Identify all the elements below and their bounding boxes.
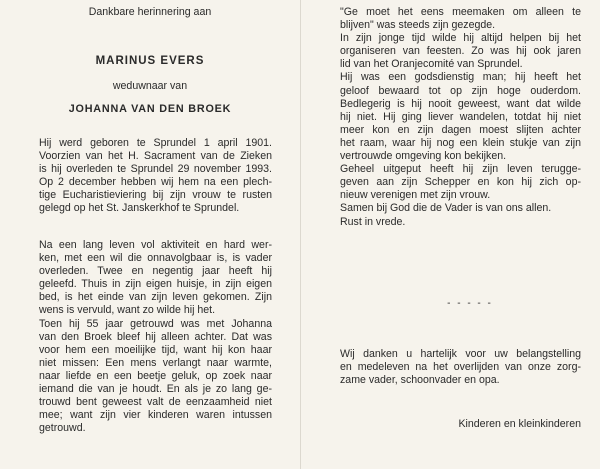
text-line: Op 2 december hebben wij hem na een plech- bbox=[39, 176, 272, 189]
text-line: geleefd. Thuis in zijn eigen huisje, in zijn eigen bbox=[39, 278, 272, 291]
text-line: iemand die van je houdt. En als je zo lang ge- bbox=[39, 383, 272, 396]
closing-signature: Kinderen en kleinkinderen bbox=[458, 418, 581, 430]
text-line: Na een lang leven vol aktiviteit en hard wer- bbox=[39, 239, 272, 251]
text-line: Toen hij 55 jaar getrouwd was met Johanna bbox=[39, 317, 272, 330]
separator: - - - - - bbox=[447, 298, 493, 309]
intro-text: Dankbare herinnering aan bbox=[88, 6, 212, 18]
text-line: gelegd op het St. Janskerkhof te Sprundel. bbox=[39, 202, 240, 215]
text-line: hij niet. Hij ging liever wandelen, totdat hij niet bbox=[340, 110, 581, 123]
text-line: bed, is het einde van zijn leven gekomen. Zijn bbox=[39, 291, 272, 304]
text-line: In zijn jonge tijd wilde hij altijd helpen bij het bbox=[340, 32, 581, 45]
text-line: wens is vervuld, want zo wilde hij het. bbox=[39, 304, 216, 317]
text-line: mee; want zijn vier kinderen waren intussen bbox=[39, 409, 272, 422]
text-line: naar liefde en een beetje geluk, op zoek naar bbox=[39, 369, 272, 382]
text-line: en medeleven na het overlijden van onze zorg- bbox=[340, 361, 581, 374]
text-line: Geheel uitgeput heeft hij zijn leven terugge- bbox=[340, 163, 581, 176]
text-line: het raam, waar hij nog een klein stukje van zijn bbox=[340, 136, 581, 149]
widower-label: weduwnaar van bbox=[112, 80, 188, 92]
life-paragraph bbox=[39, 239, 272, 435]
right-page bbox=[301, 0, 600, 469]
text-line: organiseren van feesten. Zo was hij ook jaren bbox=[340, 45, 581, 58]
deceased-name: MARINUS EVERS bbox=[95, 55, 205, 67]
text-line: geven aan zijn Schepper en kon hij zich op- bbox=[340, 176, 581, 189]
text-line: is hij overleden te Sprundel 29 november 1993. bbox=[39, 163, 272, 176]
text-line: Voorzien van het H. Sacrament van de Zieken bbox=[39, 150, 272, 163]
text-line: overleden. Twee en negentig jaar heeft hij bbox=[39, 265, 272, 278]
text-line: Hij was een godsdienstig man; hij heeft het bbox=[340, 71, 581, 84]
text-line: vertrouwde omgeving kon bekijken. bbox=[340, 150, 507, 163]
text-line: meer kon en zijn dagen moest slijten achter bbox=[340, 123, 581, 136]
text-line: blijven" was steeds zijn gezegde. bbox=[340, 19, 496, 32]
birth-death-paragraph bbox=[39, 137, 272, 216]
memories-paragraph bbox=[340, 6, 581, 229]
text-line: niet missen: Een mens verlangt naar warmte, bbox=[39, 356, 272, 369]
text-line: trouwd bent geweest valt de eenzaamheid niet bbox=[39, 396, 272, 409]
text-line: lid van het Oranjecomité van Sprundel. bbox=[340, 58, 523, 71]
thanks-paragraph bbox=[340, 348, 581, 387]
text-line: Wij danken u hartelijk voor uw belangstelling bbox=[340, 348, 581, 360]
text-line: tige Eucharistieviering bij zijn vrouw te rusten bbox=[39, 189, 272, 202]
text-line: zame vader, schoonvader en opa. bbox=[340, 374, 500, 387]
text-line: nieuw verenigen met zijn vrouw. bbox=[340, 189, 491, 202]
text-line: getrouwd. bbox=[39, 422, 86, 435]
text-line: Rust in vrede. bbox=[340, 215, 406, 228]
text-line: geloof bewaard tot op zijn hoge ouderdom. bbox=[340, 84, 581, 97]
text-line: Hij werd geboren te Sprundel 1 april 1901. bbox=[39, 137, 272, 149]
spouse-name: JOHANNA VAN DEN BROEK bbox=[68, 103, 232, 115]
text-line: "Ge moet het eens meemaken om alleen te bbox=[340, 6, 581, 18]
text-line: voor hem een moeilijke tijd, want hij kon haar bbox=[39, 343, 272, 356]
text-line: van den Broek bleef hij alleen achter. Dat was bbox=[39, 330, 272, 343]
text-line: Bedlegerig is hij nooit geweest, want dat wilde bbox=[340, 97, 581, 110]
text-line: ken, met een wil die onnavolgbaar is, is vader bbox=[39, 252, 272, 265]
text-line: Samen bij God die de Vader is van ons allen. bbox=[340, 202, 552, 215]
